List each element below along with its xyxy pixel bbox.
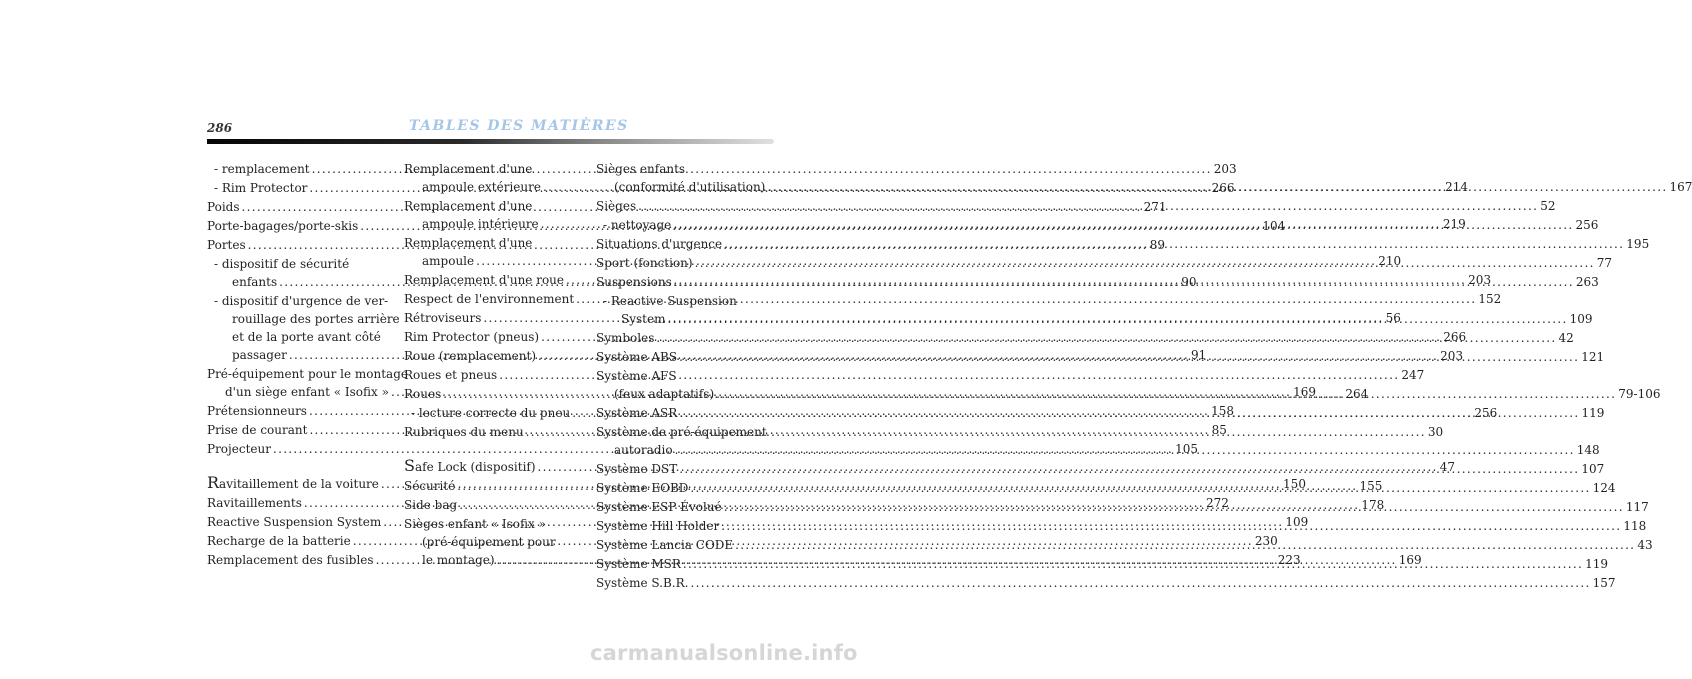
entry-text: Symboles: [596, 331, 655, 345]
entry-text: Reactive Suspension System: [207, 515, 382, 529]
running-title: TABLES DES MATIÈRES: [409, 118, 629, 134]
letter-gap: [404, 442, 582, 457]
entry-text: ampoule: [422, 254, 475, 268]
entry-page-number: 158: [1211, 404, 1235, 418]
entry-page-number: 104: [1262, 219, 1286, 233]
entry-page-number: 121: [1581, 350, 1605, 364]
entry-page-number: 152: [1478, 292, 1502, 306]
entry-page-number: 247: [1401, 368, 1425, 382]
entry-text: - remplacement: [214, 162, 310, 176]
entry-text: Sièges enfant « Isofix »: [404, 517, 546, 531]
leader-dots: [665, 310, 1569, 328]
leader-dots: [673, 441, 1577, 459]
entry-page-number: 119: [1581, 406, 1605, 420]
entry-page-number: 210: [1378, 254, 1402, 268]
entry-text: Pré-équipement pour le montage: [207, 367, 408, 381]
leader-dots: [636, 197, 1540, 215]
entry-page-number: 119: [1585, 557, 1608, 571]
leader-dots: [677, 348, 1581, 366]
entry-text: Sièges enfants: [596, 162, 686, 176]
entry-page-number: 169: [1293, 385, 1317, 399]
entry-page-number: 256: [1474, 406, 1498, 420]
entry-text: Porte-bagages/porte-skis: [207, 219, 359, 233]
entry-text: Système ABS: [596, 350, 678, 364]
entry-text: - lecture correcte du pneu: [411, 406, 571, 420]
entry-text: passager: [232, 348, 287, 362]
entry-page-number: 43: [1637, 538, 1653, 552]
entry-text: - dispositif d'urgence de ver-: [214, 294, 389, 308]
entry-text: Remplacement d'une: [404, 199, 533, 213]
entry-text: - Reactive Suspension: [603, 294, 737, 308]
entry-page-number: 157: [1592, 576, 1616, 590]
entry-text: Roues et pneus: [404, 368, 498, 382]
entry-text: Rubriques du menu: [404, 425, 524, 439]
entry-text: Système Lancia CODE: [596, 538, 734, 552]
leader-dots: [654, 329, 1558, 347]
entry-text: Situations d'urgence: [596, 237, 723, 251]
entry-text: Remplacement d'une: [404, 236, 533, 250]
entry-page-number: 105: [1175, 442, 1199, 456]
entry-text: autoradio: [614, 443, 673, 457]
leader-dots: [681, 555, 1585, 573]
entry-text: - nettoyage: [603, 218, 672, 232]
letter-gap: [207, 459, 385, 474]
entry-page-number: 272: [1206, 496, 1229, 510]
entry-text: ampoule extérieure: [422, 180, 541, 194]
entry-page-number: 169: [1398, 553, 1422, 567]
entry-page-number: 107: [1581, 462, 1605, 476]
entry-text: Poids: [207, 200, 240, 214]
entry-page-number: 256: [1575, 218, 1599, 232]
entry-text: Roues: [404, 387, 442, 401]
entry-page-number: 214: [1445, 180, 1469, 194]
leader-dots: [733, 536, 1637, 554]
entry-text: Rétroviseurs: [404, 311, 482, 325]
entry-page-number: 167: [1669, 180, 1692, 194]
leader-dots: [672, 273, 1576, 291]
entry-text: System: [621, 312, 666, 326]
entry-text: Remplacement d'une: [404, 162, 533, 176]
entry-page-number: 77: [1596, 256, 1613, 270]
entry-page-number: 118: [1623, 519, 1647, 533]
entry-page-number: 56: [1385, 311, 1401, 325]
entry-text: (feux adaptatifs): [614, 387, 715, 401]
entry-text: d'un siège enfant « Isofix »: [225, 385, 389, 399]
entry-text: Sécurité: [404, 479, 456, 493]
entry-text: Suspensions: [596, 275, 672, 289]
entry-page-number: 178: [1361, 498, 1385, 512]
header-rule: [207, 139, 774, 144]
entry-text: Prétensionneurs: [207, 404, 307, 418]
entry-text: enfants: [232, 275, 278, 289]
entry-page-number: 223: [1277, 553, 1301, 567]
entry-page-number: 271: [1143, 200, 1167, 214]
entry-text: Prise de courant: [207, 423, 308, 437]
entry-page-number: 42: [1558, 331, 1574, 345]
entry-text: Système AFS: [596, 369, 677, 383]
entry-page-number: 195: [1626, 237, 1650, 251]
entry-text: Respect de l'environnement: [404, 292, 575, 306]
entry-text: Roue (remplacement): [404, 349, 537, 363]
entry-text: Safe Lock (dispositif): [404, 456, 536, 475]
entry-text: Ravitaillements: [207, 496, 302, 510]
entry-text: Ravitaillement de la voiture: [207, 473, 379, 492]
section-initial: S: [404, 456, 415, 475]
entry-text: - Rim Protector: [214, 181, 308, 195]
entry-page-number: 150: [1283, 477, 1306, 491]
leader-dots: [677, 460, 1581, 478]
entry-page-number: 52: [1540, 199, 1556, 213]
entry-text: ampoule intérieure: [422, 217, 539, 231]
entry-page-number: 47: [1439, 460, 1455, 474]
entry-text: Sièges: [596, 199, 637, 213]
entry-page-number: 264: [1345, 387, 1369, 401]
entry-page-number: 203: [1213, 162, 1237, 176]
index-entry: [596, 574, 1616, 592]
entry-page-number: 85: [1211, 423, 1227, 437]
leader-dots: [693, 254, 1597, 272]
entry-page-number: 148: [1576, 443, 1600, 457]
entry-text: (pré-équipement pour: [422, 535, 556, 549]
entry-page-number: 266: [1443, 330, 1467, 344]
leader-dots: [671, 216, 1575, 234]
entry-page-number: 263: [1575, 275, 1599, 289]
entry-page-number: 109: [1569, 312, 1593, 326]
entry-page-number: 117: [1625, 500, 1649, 514]
entry-text: le montage): [422, 553, 495, 567]
entry-text: rouillage des portes arrière: [232, 312, 400, 326]
entry-page-number: 219: [1442, 217, 1466, 231]
leader-dots: [688, 479, 1592, 497]
entry-text: Side bag: [404, 498, 458, 512]
leader-dots: [722, 235, 1626, 253]
entry-text: Système DST: [596, 462, 678, 476]
entry-text: Système EOBD: [596, 481, 689, 495]
entry-page-number: 91: [1190, 348, 1207, 362]
entry-page-number: 89: [1149, 238, 1166, 252]
entry-page-number: 79-106: [1618, 387, 1661, 401]
entry-text: - dispositif de sécurité: [214, 257, 350, 271]
leader-dots: [714, 385, 1618, 403]
entry-page-number: 90: [1181, 275, 1197, 289]
entry-text: Sport (fonction): [596, 256, 693, 270]
leader-dots: [722, 498, 1626, 516]
leader-dots: [765, 178, 1669, 196]
entry-page-number: 109: [1285, 515, 1309, 529]
entry-text: Portes: [207, 238, 246, 252]
entry-text: Remplacement d'une roue: [404, 273, 565, 287]
entry-page-number: 203: [1440, 349, 1464, 363]
entry-text: Système Hill Holder: [596, 519, 720, 533]
entry-page-number: 203: [1468, 273, 1492, 287]
entry-text: et de la porte avant côté: [232, 330, 381, 344]
entry-page-number: 230: [1254, 534, 1278, 548]
entry-page-number: 124: [1592, 481, 1616, 495]
entry-text: Système ASR: [596, 406, 678, 420]
leader-dots: [688, 574, 1592, 592]
entry-page-number: 30: [1427, 425, 1444, 439]
entry-text: Remplacement des fusibles: [207, 553, 374, 567]
watermark: carmanualsonline.info: [590, 641, 858, 665]
entry-text: Système S.B.R.: [596, 576, 689, 590]
entry-text: (conformité d'utilisation): [614, 180, 766, 194]
page-number: 286: [207, 121, 233, 135]
entry-page-number: 155: [1359, 479, 1383, 493]
entry-text: Système ESP Évolué: [596, 500, 722, 514]
section-initial: R: [207, 473, 220, 492]
leader-dots: [677, 404, 1581, 422]
entry-page-number: 266: [1211, 181, 1235, 195]
entry-text: Système MSR: [596, 557, 681, 571]
entry-text: Recharge de la batterie: [207, 534, 351, 548]
entry-text: Rim Protector (pneus): [404, 330, 540, 344]
entry-text: Projecteur: [207, 442, 271, 456]
leader-dots: [719, 517, 1623, 535]
entry-text: Système de pré-équipement: [596, 425, 767, 439]
